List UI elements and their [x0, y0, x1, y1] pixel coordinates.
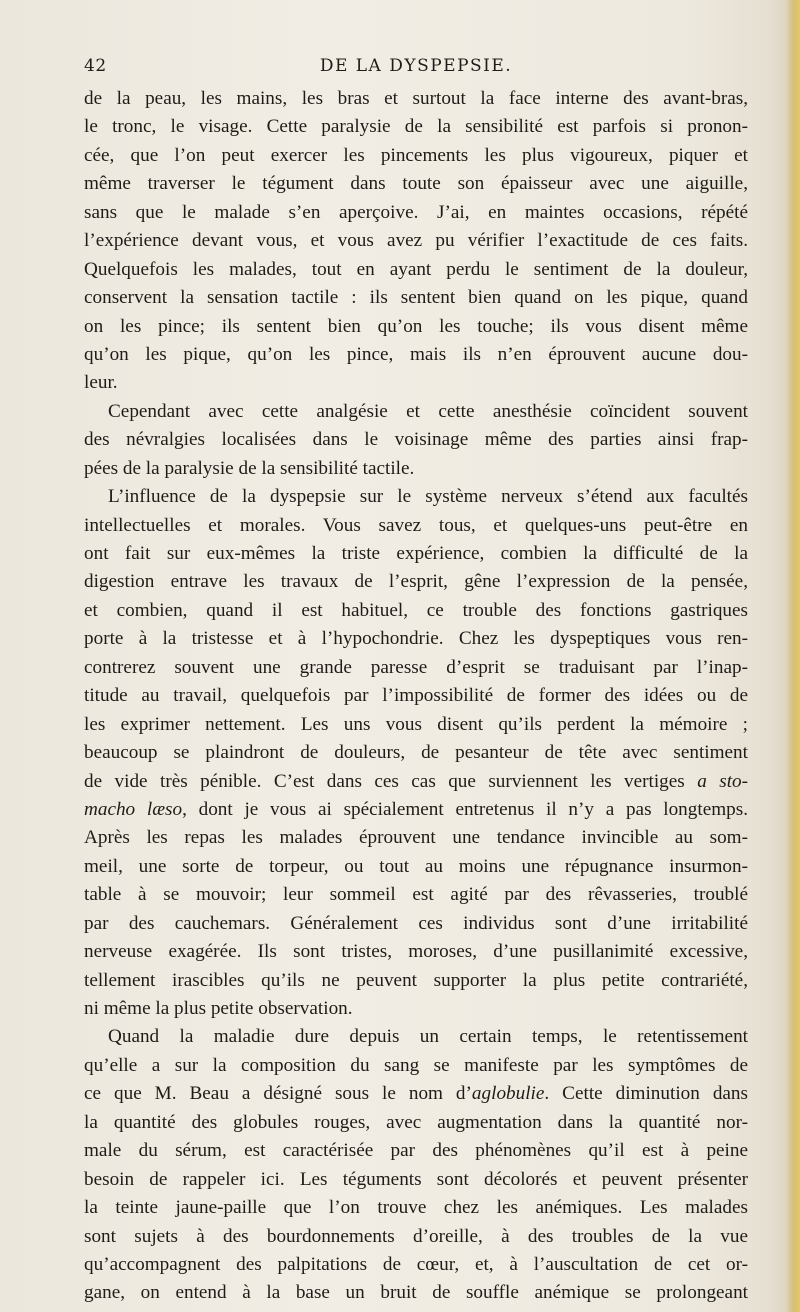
text-line: intellectuelles et morales. Vous savez tous, et quelques-uns peut-être en	[84, 514, 748, 536]
text-line: meil, une sorte de torpeur, ou tout au moins une répugnance insurmon-	[84, 855, 748, 877]
text-line: et combien, quand il est habituel, ce trouble des fonctions gastriques	[84, 599, 748, 621]
text-line: Quand la maladie dure depuis un certain temps, le retentissement	[108, 1026, 748, 1048]
text-line: tellement irascibles qu’ils ne peuvent supporter la plus petite contrariété,	[84, 969, 748, 991]
text-line: des névralgies localisées dans le voisinage même des parties ainsi frap-	[84, 429, 748, 451]
body-text	[84, 85, 748, 1308]
text-line: par des cauchemars. Généralement ces individus sont d’une irritabilité	[84, 912, 748, 934]
italic-segment: macho læso	[84, 798, 183, 820]
text-line: conservent la sensation tactile : ils sentent bien quand on les pique, quand	[84, 287, 748, 309]
text-line: cée, que l’on peut exercer les pincements les plus vigoureux, piquer et	[84, 144, 748, 166]
text-line: leur.	[84, 372, 118, 394]
text-segment: . Cette diminution dans	[544, 1083, 748, 1105]
text-line: de la peau, les mains, les bras et surtout la face interne des avant-bras,	[84, 88, 748, 109]
text-segment: ce que M. Beau a désigné sous le nom d’	[84, 1083, 472, 1105]
text-segment: , dont je vous ai spécialement entretenus il n’y a pas longtemps.	[182, 798, 748, 820]
text-line: gane, on entend à la base un bruit de souffle anémique se prolongeant	[84, 1282, 748, 1304]
text-line: même traverser le tégument dans toute son épaisseur avec une aiguille,	[84, 173, 748, 195]
page-number: 42	[84, 56, 107, 76]
text-line: la quantité des globules rouges, avec augmentation dans la quantité nor-	[84, 1111, 748, 1133]
text-line: Quelquefois les malades, tout en ayant perdu le sentiment de la douleur,	[84, 258, 748, 280]
text-line: ont fait sur eux-mêmes la triste expérience, combien la difficulté de la	[84, 543, 748, 564]
text-line: Cependant avec cette analgésie et cette anesthésie coïncident souvent	[108, 400, 748, 422]
text-line: l’expérience devant vous, et vous avez pu vérifier l’exactitude de ces faits.	[84, 230, 748, 252]
italic-segment: aglobulie	[471, 1083, 545, 1105]
text-line-mixed	[84, 1080, 748, 1108]
text-line: L’influence de la dyspepsie sur le système nerveux s’étend aux facultés	[108, 486, 748, 508]
italic-segment: a sto-	[697, 770, 748, 792]
text-line: sont sujets à des bourdonnements d’oreille, à des troubles de la vue	[84, 1225, 748, 1247]
text-segment: de vide très pénible. C’est dans ces cas que surviennent les vertiges	[84, 770, 698, 792]
text-line: le tronc, le visage. Cette paralysie de la sensibilité est parfois si pronon-	[84, 116, 748, 138]
text-line: titude au travail, quelquefois par l’impossibilité de former des idées ou de	[84, 685, 748, 707]
text-line: digestion entrave les travaux de l’esprit, gêne l’expression de la pensée,	[84, 571, 748, 593]
text-line: sans que le malade s’en aperçoive. J’ai, en maintes occasions, répété	[84, 201, 748, 223]
text-line: qu’accompagnent des palpitations de cœur, et, à l’auscultation de cet or-	[84, 1253, 748, 1275]
text-line: table à se mouvoir; leur sommeil est agité par des rêvasseries, troublé	[84, 884, 748, 906]
text-line: la teinte jaune-paille que l’on trouve chez les anémiques. Les malades	[84, 1197, 748, 1219]
text-line: les exprimer nettement. Les uns vous disent qu’ils perdent la mémoire ;	[84, 713, 748, 735]
text-line: ni même la plus petite observation.	[84, 998, 353, 1019]
text-line: pées de la paralysie de la sensibilité tactile.	[84, 457, 415, 479]
text-line: qu’elle a sur la composition du sang se manifeste par les symptômes de	[84, 1054, 748, 1076]
text-line: male du sérum, est caractérisée par des phénomènes qu’il est à peine	[84, 1140, 748, 1162]
text-line: qu’on les pique, qu’on les pince, mais ils n’en éprouvent aucune dou-	[84, 343, 748, 365]
text-line: contrerez souvent une grande paresse d’esprit se traduisant par l’inap-	[84, 656, 748, 678]
running-head	[84, 56, 748, 80]
page-edge	[786, 0, 800, 1312]
text-line-mixed	[84, 796, 748, 824]
text-line: besoin de rappeler ici. Les téguments sont décolorés et peuvent présenter	[84, 1168, 748, 1190]
running-title: DE LA DYSPEPSIE.	[319, 56, 513, 76]
text-line: on les pince; ils sentent bien qu’on les touche; ils vous disent même	[84, 315, 748, 337]
text-line: porte à la tristesse et à l’hypochondrie. Chez les dyspeptiques vous ren-	[84, 628, 748, 650]
text-line-mixed	[84, 768, 748, 796]
text-line: Après les repas les malades éprouvent une tendance invincible au som-	[84, 827, 748, 849]
text-line: beaucoup se plaindront de douleurs, de pesanteur de tête avec sentiment	[84, 742, 748, 764]
text-line: nerveuse exagérée. Ils sont tristes, moroses, d’une pusillanimité excessive,	[84, 941, 748, 963]
